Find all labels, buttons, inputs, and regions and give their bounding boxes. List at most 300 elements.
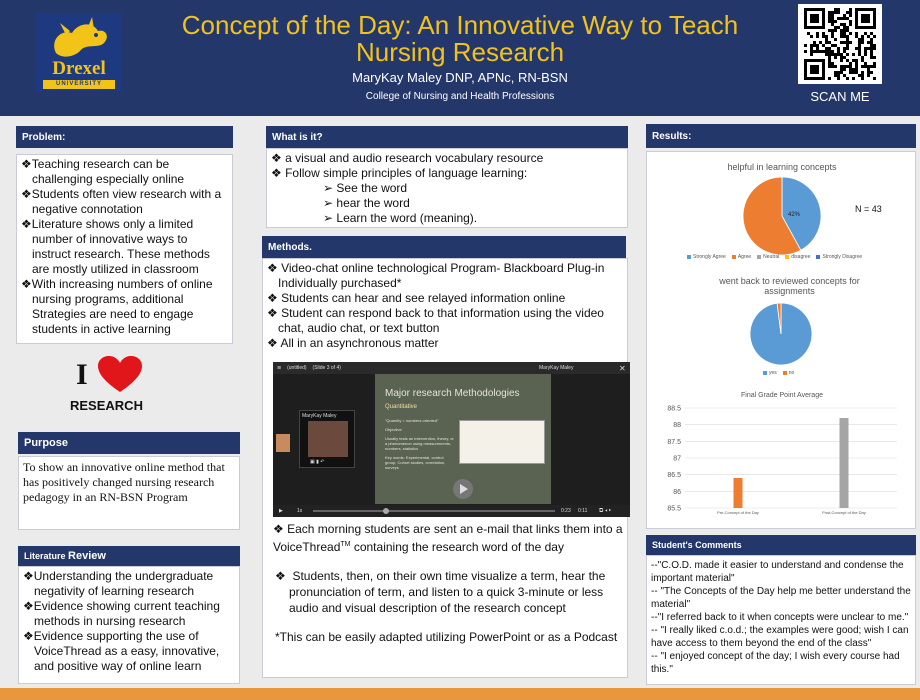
qr-module bbox=[870, 38, 873, 41]
qr-module bbox=[843, 26, 846, 29]
qr-module bbox=[834, 20, 837, 23]
qr-module bbox=[852, 53, 855, 56]
qr-module bbox=[843, 68, 846, 71]
vt-control-bar bbox=[273, 505, 630, 517]
legend-label: yes bbox=[769, 370, 777, 376]
qr-module bbox=[828, 29, 831, 32]
qr-module bbox=[834, 71, 837, 74]
qr-module bbox=[870, 71, 873, 74]
problem-item: ❖With increasing numbers of online nursing programs, additional Strategies are need to engage students in active learning bbox=[21, 277, 213, 336]
literature-heading-part1: Literature bbox=[24, 551, 66, 561]
chart2-legend bbox=[763, 370, 794, 376]
methods-item: ❖ All in an asynchronous matter bbox=[267, 336, 439, 350]
vt-bullet: Usually tests an intervention, theory, or a phenomenon using measurements, numbers, statistics bbox=[385, 436, 454, 451]
what-item: ❖ Follow simple principles of language learning: bbox=[271, 166, 528, 180]
qr-module bbox=[861, 77, 864, 80]
qr-module bbox=[822, 44, 825, 47]
qr-module bbox=[858, 53, 861, 56]
problem-item: ❖Students often view research with a negative connotation bbox=[21, 187, 222, 216]
qr-code-icon bbox=[798, 4, 882, 84]
legend-entry bbox=[816, 254, 862, 260]
qr-module bbox=[837, 77, 840, 80]
qr-module bbox=[837, 8, 840, 11]
vt-bullet: "Quantity = numbers oriented" bbox=[385, 418, 439, 423]
legend-swatch bbox=[785, 255, 789, 259]
y-tick-label: 87 bbox=[673, 455, 681, 463]
qr-module bbox=[870, 44, 873, 47]
legend-swatch bbox=[757, 255, 761, 259]
y-tick-label: 85.5 bbox=[667, 505, 681, 513]
methods-paragraph-2: ❖ Students, then, on their own time visualize a term, hear the pronunciation of term, and listen to a quick 3-minute or less audio and visual description of the research concept bbox=[275, 569, 606, 615]
qr-module bbox=[831, 50, 834, 53]
qr-module bbox=[834, 11, 837, 14]
vt-progress-handle[interactable] bbox=[383, 508, 389, 514]
problem-item: ❖Literature shows only a limited number of innovative ways to instruct research. These methods are mostly utilized in classroom bbox=[21, 217, 210, 276]
y-tick-label: 86.5 bbox=[667, 472, 681, 480]
qr-module bbox=[840, 32, 843, 35]
vt-cartoon-image bbox=[459, 420, 545, 464]
qr-module bbox=[858, 41, 861, 44]
qr-module bbox=[855, 62, 858, 65]
qr-code[interactable] bbox=[798, 4, 882, 84]
qr-module bbox=[828, 56, 831, 59]
vt-popup-name: MaryKay Maley bbox=[302, 413, 337, 419]
qr-module bbox=[828, 20, 831, 23]
qr-finder-core bbox=[810, 65, 819, 74]
vt-video-popup bbox=[299, 410, 355, 468]
bar-post bbox=[840, 418, 849, 508]
pie-data-label: 42% bbox=[787, 212, 801, 218]
qr-module bbox=[828, 47, 831, 50]
qr-module bbox=[849, 14, 852, 17]
methods-box bbox=[262, 258, 628, 678]
vt-control-play-icon[interactable]: ▶ bbox=[279, 508, 283, 514]
title-line-1: Concept of the Day: An Innovative Way to Teach bbox=[181, 10, 739, 40]
vt-untitled: (untitled) bbox=[287, 365, 307, 371]
legend-swatch bbox=[732, 255, 736, 259]
methods-item: ❖ Video-chat online technological Program- Blackboard Plug-in Individually purchased* bbox=[267, 261, 605, 290]
literature-heading-part2: Review bbox=[68, 550, 106, 562]
poster-title bbox=[140, 12, 780, 66]
results-heading: Results: bbox=[646, 124, 916, 148]
qr-module bbox=[837, 47, 840, 50]
qr-module bbox=[825, 53, 828, 56]
qr-finder-core bbox=[810, 14, 819, 23]
qr-finder-core bbox=[861, 14, 870, 23]
what-subitem: ➢ See the word bbox=[323, 181, 408, 195]
qr-module bbox=[846, 17, 849, 20]
what-subitem: ➢ Learn the word (meaning). bbox=[323, 211, 478, 225]
qr-module bbox=[870, 53, 873, 56]
qr-module bbox=[840, 17, 843, 20]
legend-label: Neutral bbox=[763, 254, 780, 260]
qr-module bbox=[834, 44, 837, 47]
qr-module bbox=[837, 11, 840, 14]
heart-icon bbox=[98, 356, 142, 394]
qr-module bbox=[810, 44, 813, 47]
qr-module bbox=[849, 41, 852, 44]
qr-module bbox=[849, 32, 852, 35]
qr-module bbox=[858, 50, 861, 53]
i-letter: I bbox=[76, 358, 88, 391]
poster-college: College of Nursing and Health Professions bbox=[365, 91, 555, 102]
qr-module bbox=[813, 50, 816, 53]
qr-module bbox=[855, 71, 858, 74]
y-tick-label: 88.5 bbox=[667, 405, 681, 413]
qr-module bbox=[828, 77, 831, 80]
qr-module bbox=[855, 59, 858, 62]
qr-module bbox=[849, 8, 852, 11]
comment-item: -- "I enjoyed concept of the day; I wish every course had this." bbox=[651, 651, 900, 675]
qr-module bbox=[828, 17, 831, 20]
comment-item: -- "The Concepts of the Day help me better understand the material" bbox=[651, 586, 911, 610]
qr-module bbox=[837, 50, 840, 53]
qr-module bbox=[858, 44, 861, 47]
qr-module bbox=[828, 41, 831, 44]
legend-entry bbox=[785, 254, 810, 260]
qr-module bbox=[873, 44, 876, 47]
qr-module bbox=[873, 47, 876, 50]
qr-module bbox=[837, 53, 840, 56]
vt-slide-subtitle: Quantitative bbox=[385, 404, 418, 410]
vt-popup-controls[interactable]: ▣ ▮ ↶ bbox=[310, 459, 325, 465]
qr-module bbox=[831, 11, 834, 14]
qr-module bbox=[867, 41, 870, 44]
qr-module bbox=[867, 35, 870, 38]
literature-box bbox=[18, 566, 240, 684]
qr-module bbox=[864, 62, 867, 65]
qr-module bbox=[834, 65, 837, 68]
qr-module bbox=[846, 35, 849, 38]
qr-module bbox=[843, 32, 846, 35]
qr-module bbox=[837, 17, 840, 20]
qr-module bbox=[816, 32, 819, 35]
qr-module bbox=[846, 59, 849, 62]
qr-module bbox=[831, 32, 834, 35]
vt-slide bbox=[375, 374, 551, 504]
qr-module bbox=[834, 74, 837, 77]
qr-module bbox=[861, 38, 864, 41]
legend-label: disagree bbox=[791, 254, 811, 260]
drexel-logo bbox=[36, 13, 122, 91]
qr-module bbox=[834, 38, 837, 41]
qr-module bbox=[846, 47, 849, 50]
qr-module bbox=[852, 71, 855, 74]
qr-module bbox=[843, 14, 846, 17]
qr-module bbox=[828, 11, 831, 14]
qr-module bbox=[825, 47, 828, 50]
qr-module bbox=[816, 35, 819, 38]
legend-entry bbox=[763, 370, 777, 376]
vt-commenter-avatar[interactable] bbox=[276, 434, 290, 452]
results-box bbox=[646, 151, 916, 529]
qr-module bbox=[831, 35, 834, 38]
qr-module bbox=[867, 47, 870, 50]
qr-module bbox=[843, 50, 846, 53]
qr-module bbox=[849, 71, 852, 74]
chart2-title: went back to reviewed concepts for assignments bbox=[719, 276, 860, 296]
legend-entry bbox=[783, 370, 795, 376]
qr-module bbox=[861, 41, 864, 44]
vt-play-icon[interactable] bbox=[452, 478, 474, 500]
what-heading: What is it? bbox=[266, 126, 628, 148]
qr-module bbox=[870, 65, 873, 68]
qr-module bbox=[870, 47, 873, 50]
qr-module bbox=[852, 77, 855, 80]
comment-item: --"C.O.D. made it easier to understand and condense the important material" bbox=[651, 560, 904, 584]
voicethread-screenshot bbox=[273, 362, 630, 517]
qr-module bbox=[843, 41, 846, 44]
legend-label: Strongly Disagree bbox=[822, 254, 863, 260]
qr-module bbox=[870, 41, 873, 44]
qr-module bbox=[846, 41, 849, 44]
qr-module bbox=[840, 35, 843, 38]
qr-module bbox=[843, 65, 846, 68]
qr-module bbox=[813, 44, 816, 47]
qr-module bbox=[843, 74, 846, 77]
qr-module bbox=[855, 65, 858, 68]
qr-module bbox=[843, 35, 846, 38]
legend-label: Agree bbox=[737, 254, 752, 260]
qr-module bbox=[834, 26, 837, 29]
qr-module bbox=[873, 35, 876, 38]
legend-entry bbox=[757, 254, 779, 260]
legend-swatch bbox=[816, 255, 820, 259]
qr-module bbox=[846, 53, 849, 56]
qr-module bbox=[840, 68, 843, 71]
qr-module bbox=[849, 23, 852, 26]
gpa-bar-chart bbox=[657, 402, 907, 522]
qr-module bbox=[846, 29, 849, 32]
title-line-2: Nursing Research bbox=[355, 37, 565, 67]
qr-module bbox=[873, 65, 876, 68]
i-love-research-graphic bbox=[74, 356, 144, 396]
problem-item: ❖Teaching research can be challenging especially online bbox=[21, 157, 185, 186]
qr-module bbox=[867, 71, 870, 74]
vt-slide-count: (Slide 3 of 4) bbox=[312, 365, 341, 371]
qr-module bbox=[810, 53, 813, 56]
qr-module bbox=[828, 53, 831, 56]
qr-module bbox=[828, 59, 831, 62]
qr-module bbox=[816, 44, 819, 47]
qr-module bbox=[849, 65, 852, 68]
qr-module bbox=[822, 32, 825, 35]
research-label: RESEARCH bbox=[70, 398, 143, 413]
chart1-title: helpful in learning concepts bbox=[727, 162, 837, 172]
qr-module bbox=[831, 44, 834, 47]
qr-module bbox=[846, 77, 849, 80]
qr-module bbox=[873, 77, 876, 80]
poster-footer bbox=[0, 688, 920, 700]
vt-time: 0:23 bbox=[561, 508, 571, 514]
qr-module bbox=[855, 68, 858, 71]
methods-item: ❖ Student can respond back to that information using the video chat, audio chat, or text button bbox=[267, 306, 604, 335]
qr-module bbox=[825, 41, 828, 44]
qr-module bbox=[864, 53, 867, 56]
qr-module bbox=[840, 29, 843, 32]
logo-wordmark: Drexel bbox=[52, 58, 106, 79]
qr-module bbox=[834, 56, 837, 59]
qr-module bbox=[870, 50, 873, 53]
qr-module bbox=[861, 56, 864, 59]
methods-note: *This can be easily adapted utilizing PowerPoint or as a Podcast bbox=[275, 630, 618, 644]
vt-close-icon[interactable]: ✕ bbox=[619, 363, 626, 373]
methods-heading: Methods. bbox=[262, 236, 626, 258]
dragon-icon bbox=[36, 13, 122, 61]
qr-module bbox=[858, 38, 861, 41]
qr-module bbox=[864, 32, 867, 35]
qr-module bbox=[813, 41, 816, 44]
vt-webcam-video bbox=[308, 421, 348, 457]
qr-module bbox=[810, 35, 813, 38]
qr-module bbox=[861, 35, 864, 38]
qr-module bbox=[840, 56, 843, 59]
vt-slide-title: Major research Methodologies bbox=[385, 388, 520, 399]
qr-module bbox=[822, 50, 825, 53]
qr-module bbox=[870, 32, 873, 35]
qr-module bbox=[843, 56, 846, 59]
chart1-legend bbox=[687, 254, 862, 260]
qr-module bbox=[849, 11, 852, 14]
helpful-pie-chart bbox=[742, 176, 822, 256]
qr-module bbox=[834, 29, 837, 32]
legend-label: Strongly Agree bbox=[693, 254, 726, 260]
qr-module bbox=[831, 29, 834, 32]
legend-entry bbox=[732, 254, 751, 260]
comments-box bbox=[646, 555, 916, 685]
qr-module bbox=[825, 38, 828, 41]
qr-module bbox=[828, 62, 831, 65]
qr-module bbox=[831, 65, 834, 68]
what-box bbox=[266, 148, 628, 228]
qr-module bbox=[828, 65, 831, 68]
qr-module bbox=[864, 50, 867, 53]
qr-module bbox=[840, 71, 843, 74]
qr-module bbox=[837, 71, 840, 74]
logo-university: UNIVERSITY bbox=[43, 80, 115, 89]
vt-slide-bullets bbox=[385, 418, 455, 470]
qr-module bbox=[861, 65, 864, 68]
qr-module bbox=[837, 26, 840, 29]
qr-module bbox=[834, 53, 837, 56]
qr-module bbox=[831, 14, 834, 17]
qr-module bbox=[831, 62, 834, 65]
qr-module bbox=[840, 53, 843, 56]
qr-module bbox=[819, 41, 822, 44]
qr-module bbox=[846, 11, 849, 14]
qr-module bbox=[861, 59, 864, 62]
legend-swatch bbox=[763, 371, 767, 375]
literature-item: ❖Understanding the undergraduate negativity of learning research bbox=[23, 569, 214, 598]
qr-module bbox=[858, 74, 861, 77]
problem-heading: Problem: bbox=[16, 126, 233, 148]
comment-item: -- "I really liked c.o.d.; the examples were good; wish I can have access to them beyond the end of the class" bbox=[651, 625, 909, 649]
what-item: ❖ a visual and audio research vocabulary resource bbox=[271, 151, 544, 165]
qr-module bbox=[855, 35, 858, 38]
qr-module bbox=[816, 50, 819, 53]
qr-module bbox=[825, 50, 828, 53]
y-tick-label: 88 bbox=[673, 422, 681, 430]
qr-module bbox=[849, 20, 852, 23]
chart3-title: Final Grade Point Average bbox=[741, 392, 823, 399]
qr-module bbox=[867, 65, 870, 68]
qr-module bbox=[852, 68, 855, 71]
purpose-text: To show an innovative online method that has positively changed nursing research pedagogy in an RN-BSN Program bbox=[18, 456, 240, 530]
qr-module bbox=[846, 38, 849, 41]
legend-swatch bbox=[783, 371, 787, 375]
qr-module bbox=[831, 20, 834, 23]
qr-module bbox=[840, 23, 843, 26]
poster-authors: MaryKay Maley DNP, APNc, RN-BSN bbox=[352, 70, 568, 85]
what-subitem: ➢ hear the word bbox=[323, 196, 410, 210]
legend-label: no bbox=[788, 370, 795, 376]
qr-module bbox=[804, 50, 807, 53]
qr-module bbox=[840, 59, 843, 62]
qr-module bbox=[831, 23, 834, 26]
vt-bullet: Objective bbox=[385, 427, 402, 432]
vt-progress-track[interactable] bbox=[313, 510, 555, 512]
qr-module bbox=[861, 71, 864, 74]
vt-nav-icons[interactable]: ⧉ ◂ ▸ bbox=[599, 507, 612, 514]
vt-user-name: MaryKay Maley bbox=[539, 365, 574, 371]
qr-module bbox=[873, 56, 876, 59]
qr-module bbox=[843, 17, 846, 20]
qr-module bbox=[843, 29, 846, 32]
qr-module bbox=[870, 56, 873, 59]
comments-heading: Student's Comments bbox=[646, 535, 916, 555]
n-label: N = 43 bbox=[855, 204, 882, 214]
methods-item: ❖ Students can hear and see relayed information online bbox=[267, 291, 566, 305]
qr-module bbox=[867, 68, 870, 71]
qr-module bbox=[807, 32, 810, 35]
vt-time-total: 0:11 bbox=[578, 508, 588, 514]
qr-module bbox=[837, 74, 840, 77]
vt-speed[interactable]: 1x bbox=[297, 508, 303, 514]
scan-me-label: SCAN ME bbox=[810, 89, 870, 104]
comment-item: --"I referred back to it when concepts were unclear to me." bbox=[651, 612, 909, 623]
methods-paragraph-1: ❖ Each morning students are sent an e-mail that links them into a VoiceThread™ containing the research word of the day bbox=[273, 522, 623, 554]
qr-module bbox=[840, 65, 843, 68]
problem-box bbox=[16, 154, 233, 344]
qr-module bbox=[831, 53, 834, 56]
qr-module bbox=[843, 47, 846, 50]
qr-module bbox=[864, 47, 867, 50]
qr-module bbox=[846, 44, 849, 47]
qr-module bbox=[858, 47, 861, 50]
qr-module bbox=[825, 35, 828, 38]
menu-icon[interactable]: ≡ bbox=[277, 364, 282, 372]
bar-pre bbox=[734, 478, 743, 508]
qr-module bbox=[840, 41, 843, 44]
qr-module bbox=[861, 74, 864, 77]
qr-module bbox=[822, 35, 825, 38]
qr-module bbox=[804, 44, 807, 47]
x-tick-label: Post-Concept of the Day bbox=[822, 510, 866, 515]
qr-module bbox=[810, 47, 813, 50]
legend-swatch bbox=[687, 255, 691, 259]
reviewed-pie-chart bbox=[749, 302, 813, 366]
y-tick-label: 86 bbox=[673, 488, 681, 496]
qr-module bbox=[816, 47, 819, 50]
qr-module bbox=[873, 62, 876, 65]
qr-module bbox=[855, 47, 858, 50]
qr-module bbox=[855, 32, 858, 35]
vt-bullet: Key words: Experimental, control group, Cohort studies, correlation, surveys bbox=[385, 455, 446, 470]
qr-module bbox=[846, 65, 849, 68]
qr-module bbox=[810, 50, 813, 53]
literature-item: ❖Evidence supporting the use of VoiceThread as a easy, innovative, and positive way of online learn bbox=[23, 629, 220, 673]
qr-module bbox=[852, 59, 855, 62]
